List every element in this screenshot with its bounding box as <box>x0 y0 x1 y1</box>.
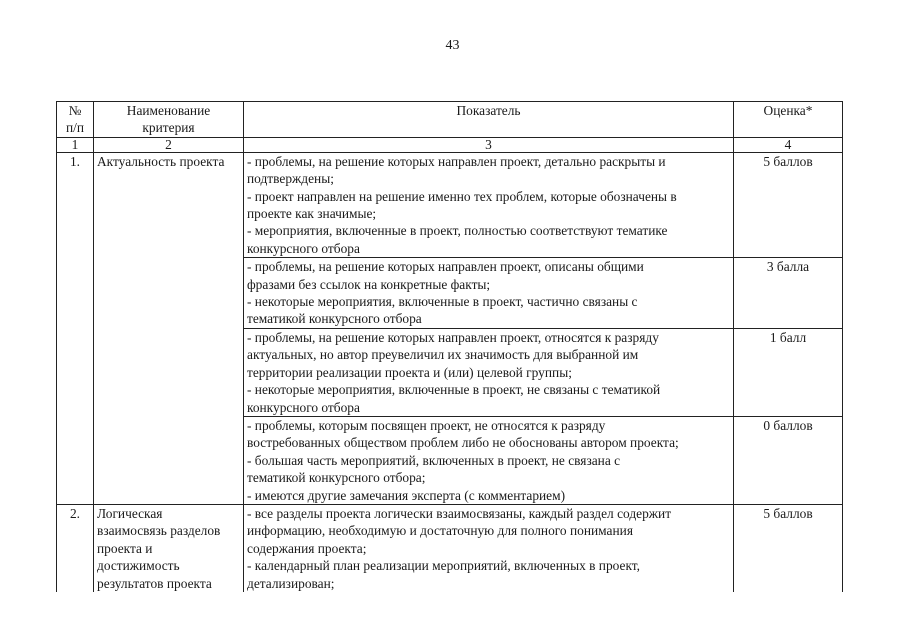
header-criterion-line: Наименование <box>126 103 211 118</box>
indicator-line: детализирован; <box>247 575 335 591</box>
header-number-line: п/п <box>65 120 85 136</box>
header-number <box>57 102 94 138</box>
indicator-line: конкурсного отбора <box>247 399 360 415</box>
indicator-line: подтверждены; <box>247 171 334 187</box>
criterion-line: результатов проекта <box>97 575 212 591</box>
criterion-name <box>94 152 244 504</box>
header-criterion-line: критерия <box>142 120 195 136</box>
indicator-line: востребованных обществом проблем либо не обоснованы автором проекта; <box>247 435 679 451</box>
indicator-line: - проблемы, на решение которых направлен проект, описаны общими <box>247 259 644 275</box>
score-cell: 5 баллов <box>734 152 843 257</box>
indicator-line: - мероприятия, включенные в проект, полностью соответствуют тематике <box>247 223 668 239</box>
criterion-name <box>94 504 244 592</box>
indicator-line: - имеются другие замечания эксперта (с комментарием) <box>247 487 566 503</box>
score-cell: 3 балла <box>734 258 843 329</box>
criterion-line: достижимость <box>97 558 180 574</box>
column-numbering-row <box>57 137 843 152</box>
criterion-line: Логическая <box>97 505 163 521</box>
indicator-line: актуальных, но автор преувеличил их значимость для выбранной им <box>247 347 639 363</box>
indicator-line: - проблемы, на решение которых направлен проект, относятся к разряду <box>247 329 659 345</box>
score-cell: 0 баллов <box>734 416 843 504</box>
header-number-line: № <box>68 103 82 118</box>
indicator-line: конкурсного отбора <box>247 240 360 256</box>
header-indicator: Показатель <box>244 102 734 138</box>
evaluation-criteria-table <box>56 101 843 592</box>
column-number: 2 <box>94 137 244 152</box>
indicator-cell <box>244 504 734 592</box>
indicator-line: - некоторые мероприятия, включенные в проект, частично связаны с <box>247 294 638 310</box>
score-cell: 1 балл <box>734 328 843 416</box>
indicator-cell <box>244 152 734 257</box>
row-number: 2. <box>57 504 94 592</box>
score-cell: 5 баллов <box>734 504 843 592</box>
column-number: 3 <box>244 137 734 152</box>
column-number: 4 <box>734 137 843 152</box>
indicator-cell <box>244 416 734 504</box>
indicator-line: территории реализации проекта и (или) целевой группы; <box>247 364 572 380</box>
criterion-line: взаимосвязь разделов <box>97 523 221 539</box>
indicator-line: - проблемы, на решение которых направлен проект, детально раскрыты и <box>247 153 666 169</box>
indicator-line: тематикой конкурсного отбора <box>247 311 422 327</box>
page-number: 43 <box>445 38 460 53</box>
table-row <box>57 504 843 592</box>
header-score: Оценка* <box>734 102 843 138</box>
indicator-line: - проект направлен на решение именно тех проблем, которые обозначены в <box>247 188 677 204</box>
indicator-line: содержания проекта; <box>247 540 367 556</box>
indicator-line: проекте как значимые; <box>247 206 377 222</box>
criterion-line: проекта и <box>97 540 153 556</box>
indicator-line: - проблемы, которым посвящен проект, не относятся к разряду <box>247 417 606 433</box>
table-row <box>57 152 843 257</box>
indicator-line: тематикой конкурсного отбора; <box>247 470 426 486</box>
row-number: 1. <box>57 152 94 504</box>
indicator-line: - некоторые мероприятия, включенные в проект, не связаны с тематикой <box>247 382 661 398</box>
indicator-line: - большая часть мероприятий, включенных в проект, не связана с <box>247 452 621 468</box>
indicator-cell <box>244 258 734 329</box>
indicator-line: фразами без ссылок на конкретные факты; <box>247 276 491 292</box>
indicator-cell <box>244 328 734 416</box>
criterion-line: Актуальность проекта <box>97 153 225 169</box>
indicator-line: - все разделы проекта логически взаимосвязаны, каждый раздел содержит <box>247 505 672 521</box>
header-criterion <box>94 102 244 138</box>
indicator-line: - календарный план реализации мероприятий, включенных в проект, <box>247 558 640 574</box>
column-number: 1 <box>57 137 94 152</box>
table-header-row <box>57 102 843 138</box>
indicator-line: информацию, необходимую и достаточную для полного понимания <box>247 523 633 539</box>
